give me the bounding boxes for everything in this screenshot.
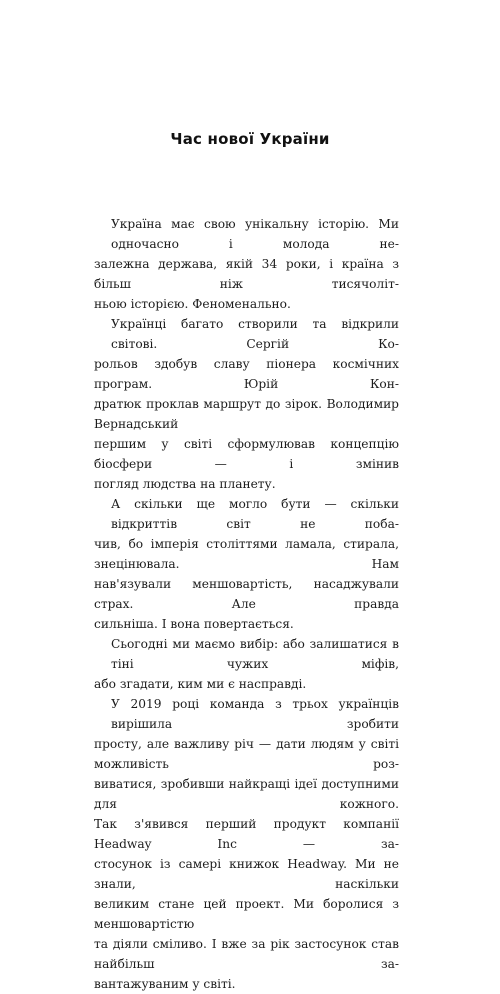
text-line: Так з'явився перший продукт компанії Headway Inc — за- — [94, 817, 399, 851]
paragraph-1 — [94, 214, 399, 314]
text-line: Сьогодні ми маємо вибір: або залишатися в тіні чужих міфів, — [111, 637, 399, 671]
text-line: або згадати, ким ми є насправді. — [94, 677, 307, 691]
text-line: залежна держава, якій 34 роки, і країна з більш ніж тисячоліт- — [94, 257, 399, 291]
text-line: ньою історією. Феноменально. — [94, 297, 291, 311]
text-line: чив, бо імперія століттями ламала, стирала, знецінювала. Нам — [94, 537, 399, 571]
text-line: У 2019 році команда з трьох українців вирішила зробити — [111, 697, 399, 731]
text-line: нав'язували меншовартість, насаджували страх. Але правда — [94, 577, 399, 611]
text-line: Українці багато створили та відкрили світові. Сергій Ко- — [111, 317, 399, 351]
text-line: Україна має свою унікальну історію. Ми одночасно і молода не- — [111, 217, 399, 251]
text-line: просту, але важливу річ — дати людям у світі можливість роз- — [94, 737, 399, 771]
text-line: дратюк проклав маршрут до зірок. Володимир Вернадський — [94, 397, 399, 431]
paragraph-5 — [94, 694, 399, 994]
text-line: великим стане цей проект. Ми боролися з меншовартістю — [94, 897, 399, 931]
text-line: погляд людства на планету. — [94, 477, 276, 491]
text-line: першим у світі сформулював концепцію біосфери — і змінив — [94, 437, 399, 471]
text-line: сильніша. І вона повертається. — [94, 617, 294, 631]
text-line: вантажуваним у світі. — [94, 977, 236, 991]
paragraph-2 — [94, 314, 399, 494]
chapter-body — [94, 214, 399, 994]
text-line: рольов здобув славу піонера космічних програм. Юрій Кон- — [94, 357, 399, 391]
paragraph-3 — [94, 494, 399, 634]
paragraph-4 — [94, 634, 399, 694]
text-line: та діяли сміливо. І вже за рік застосунок став найбільш за- — [94, 937, 399, 971]
text-line: стосунок із самері книжок Headway. Ми не знали, наскільки — [94, 857, 399, 891]
text-line: виватися, зробивши найкращі ідеї доступними для кожного. — [94, 777, 399, 811]
chapter-title: Час нової України — [170, 130, 330, 148]
text-line: А скільки ще могло бути — скільки відкриттів світ не поба- — [111, 497, 399, 531]
